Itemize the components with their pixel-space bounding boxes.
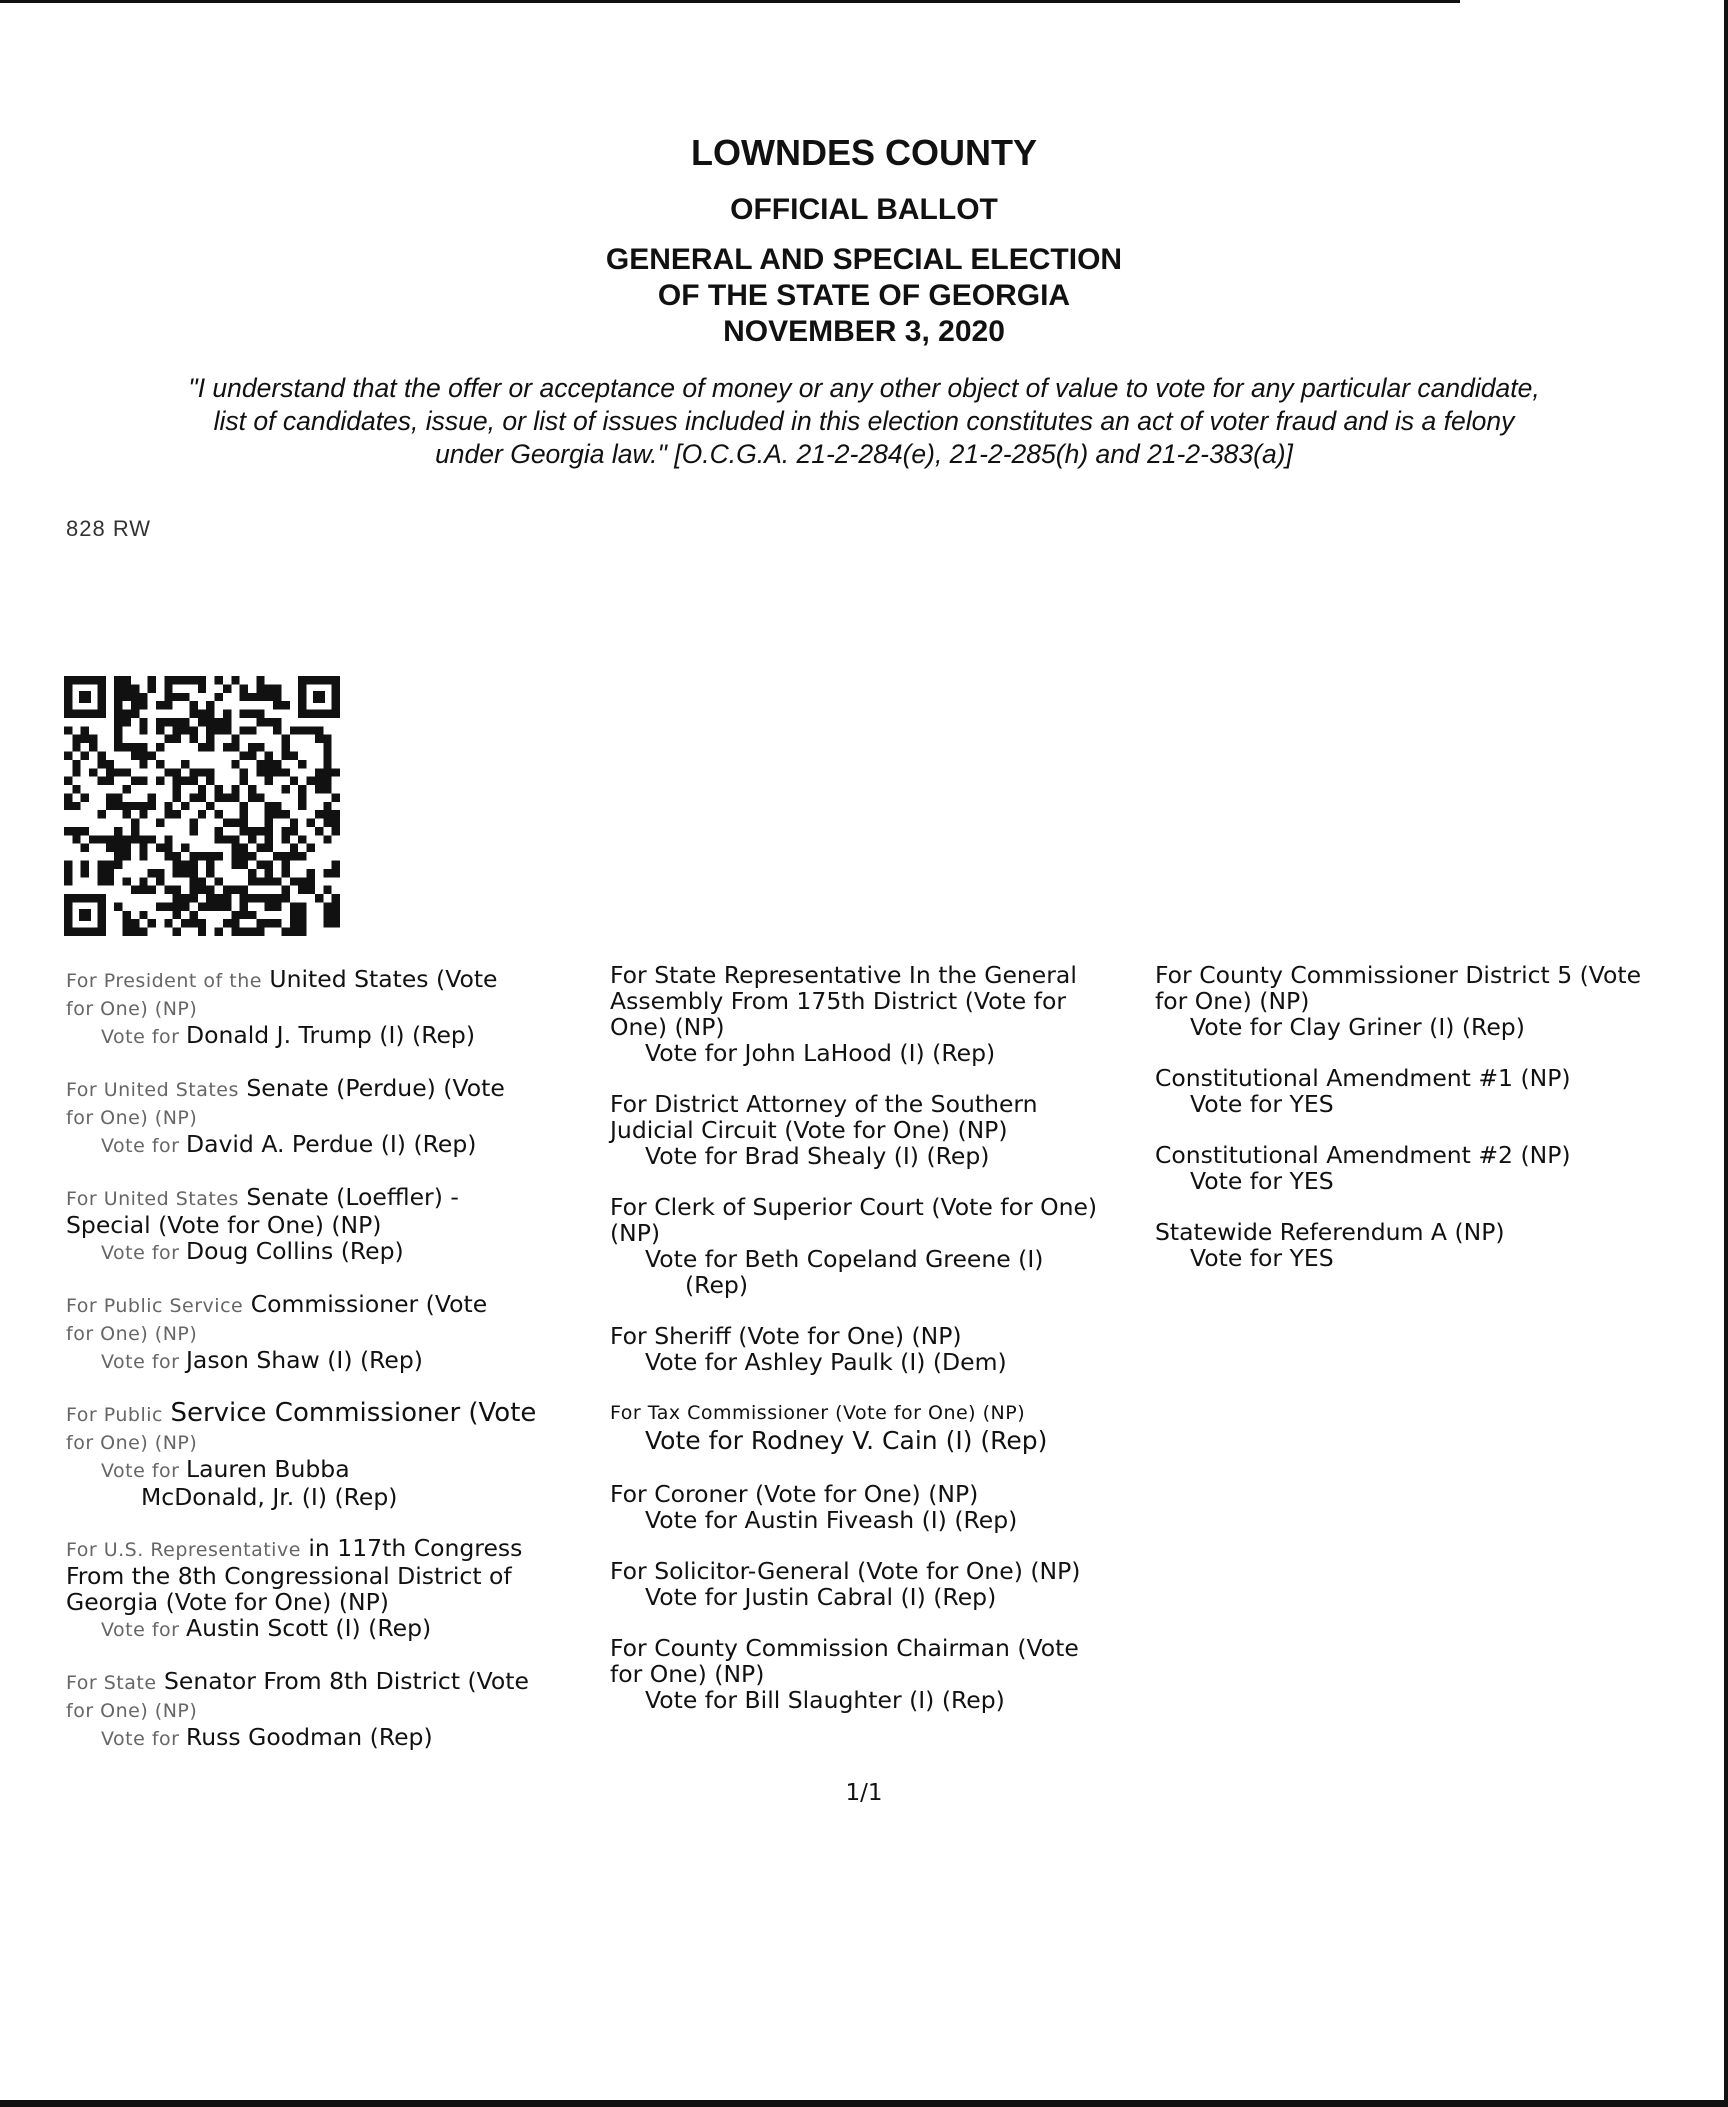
scan-edge-bottom xyxy=(0,2100,1728,2107)
contest-us-senate-loeffler: For United States Senate (Loeffler) - Special (Vote for One) (NP) Vote for Doug Collins (Rep) xyxy=(66,1184,611,1266)
contest-psc-shaw: For Public Service Commissioner (Vote for One) (NP) Vote for Jason Shaw (I) (Rep) xyxy=(66,1291,611,1375)
qr-code-icon xyxy=(64,676,340,936)
contest-column-1 xyxy=(66,966,611,1777)
contest-solicitor-general: For Solicitor-General (Vote for One) (NP) Vote for Justin Cabral (I) (Rep) xyxy=(610,1558,1155,1610)
selection: Vote for Justin Cabral (I) (Rep) xyxy=(645,1583,997,1611)
selection: Vote for Bill Slaughter (I) (Rep) xyxy=(645,1686,1005,1714)
selection: Vote for Austin Scott (I) (Rep) xyxy=(101,1614,432,1642)
selection: Vote for Beth Copeland Greene (I) xyxy=(645,1245,1044,1273)
selection: Vote for John LaHood (I) (Rep) xyxy=(645,1039,996,1067)
contest-county-commissioner-5: For County Commissioner District 5 (Vote for One) (NP) Vote for Clay Griner (I) (Rep) xyxy=(1155,962,1715,1040)
contest-column-3 xyxy=(1155,962,1715,1296)
selection: Vote for Lauren Bubba xyxy=(101,1455,350,1483)
selection: Vote for Brad Shealy (I) (Rep) xyxy=(645,1142,990,1170)
selection: Vote for YES xyxy=(1190,1244,1334,1272)
contest-state-senate: For State Senator From 8th District (Vote for One) (NP) Vote for Russ Goodman (Rep) xyxy=(66,1668,611,1752)
contest-referendum-a: Statewide Referendum A (NP) Vote for YES xyxy=(1155,1219,1715,1271)
contest-tax-commissioner: For Tax Commissioner (Vote for One) (NP) Vote for Rodney V. Cain (I) (Rep) xyxy=(610,1400,1155,1456)
ballot-style-code: 828 RW xyxy=(66,516,152,541)
selection: Vote for Clay Griner (I) (Rep) xyxy=(1190,1013,1525,1041)
contest-us-senate-perdue: For United States Senate (Perdue) (Vote for One) (NP) Vote for David A. Perdue (I) (Rep) xyxy=(66,1075,611,1159)
county-title: LOWNDES COUNTY xyxy=(691,132,1037,173)
contest-amendment-1: Constitutional Amendment #1 (NP) Vote for YES xyxy=(1155,1065,1715,1117)
contest-state-house: For State Representative In the General Assembly From 175th District (Vote for One) (NP) Vote for John LaHood (I) (Rep) xyxy=(610,962,1155,1066)
selection: Vote for Ashley Paulk (I) (Dem) xyxy=(645,1348,1007,1376)
contest-coroner: For Coroner (Vote for One) (NP) Vote for Austin Fiveash (I) (Rep) xyxy=(610,1481,1155,1533)
selection: Vote for Rodney V. Cain (I) (Rep) xyxy=(645,1426,1048,1455)
scan-edge-top xyxy=(0,0,1460,3)
selection: Vote for YES xyxy=(1190,1167,1334,1195)
election-title-line2: OF THE STATE OF GEORGIA xyxy=(657,279,1071,312)
selection: Vote for Austin Fiveash (I) (Rep) xyxy=(645,1506,1018,1534)
voter-oath xyxy=(60,372,1668,471)
contest-commission-chairman: For County Commission Chairman (Vote for One) (NP) Vote for Bill Slaughter (I) (Rep) xyxy=(610,1635,1155,1713)
contest-us-house: For U.S. Representative in 117th Congress From the 8th Congressional District of Georgia (Vote for One) (NP) Vote for Austin Scott (I) (Rep) xyxy=(66,1535,611,1643)
selection: Vote for YES xyxy=(1190,1090,1334,1118)
election-date: NOVEMBER 3, 2020 xyxy=(723,315,1005,348)
contest-amendment-2: Constitutional Amendment #2 (NP) Vote for YES xyxy=(1155,1142,1715,1194)
oath-line-1: "I understand that the offer or acceptance of money or any other object of value to vote for any particular candidate, xyxy=(188,373,1540,403)
contest-sheriff: For Sheriff (Vote for One) (NP) Vote for Ashley Paulk (I) (Dem) xyxy=(610,1323,1155,1375)
contest-clerk-superior-court: For Clerk of Superior Court (Vote for One) (NP) Vote for Beth Copeland Greene (I) (Rep) xyxy=(610,1194,1155,1298)
election-title-line1: GENERAL AND SPECIAL ELECTION xyxy=(605,243,1123,276)
page-number: 1/1 xyxy=(845,1780,883,1806)
oath-line-3: under Georgia law." [O.C.G.A. 21-2-284(e), 21-2-285(h) and 21-2-383(a)] xyxy=(435,439,1293,469)
ballot-header xyxy=(0,128,1728,350)
contest-president: For President of the United States (Vote for One) (NP) Vote for Donald J. Trump (I) (Rep) xyxy=(66,966,611,1050)
selection: Vote for Donald J. Trump (I) (Rep) xyxy=(101,1021,476,1049)
selection: Vote for Russ Goodman (Rep) xyxy=(101,1723,433,1751)
selection: Vote for Jason Shaw (I) (Rep) xyxy=(101,1346,423,1374)
contest-column-2 xyxy=(610,962,1155,1738)
oath-line-2: list of candidates, issue, or list of issues included in this election constitutes an act of voter fraud and is a felony xyxy=(213,406,1515,436)
contest-district-attorney: For District Attorney of the Southern Judicial Circuit (Vote for One) (NP) Vote for Brad Shealy (I) (Rep) xyxy=(610,1091,1155,1169)
selection: Vote for Doug Collins (Rep) xyxy=(101,1237,404,1265)
ballot-type: OFFICIAL BALLOT xyxy=(730,193,998,226)
selection: Vote for David A. Perdue (I) (Rep) xyxy=(101,1130,477,1158)
contest-psc-mcdonald: For Public Service Commissioner (Vote for One) (NP) Vote for Lauren Bubba McDonald, Jr. (I) (Rep) xyxy=(66,1400,611,1510)
